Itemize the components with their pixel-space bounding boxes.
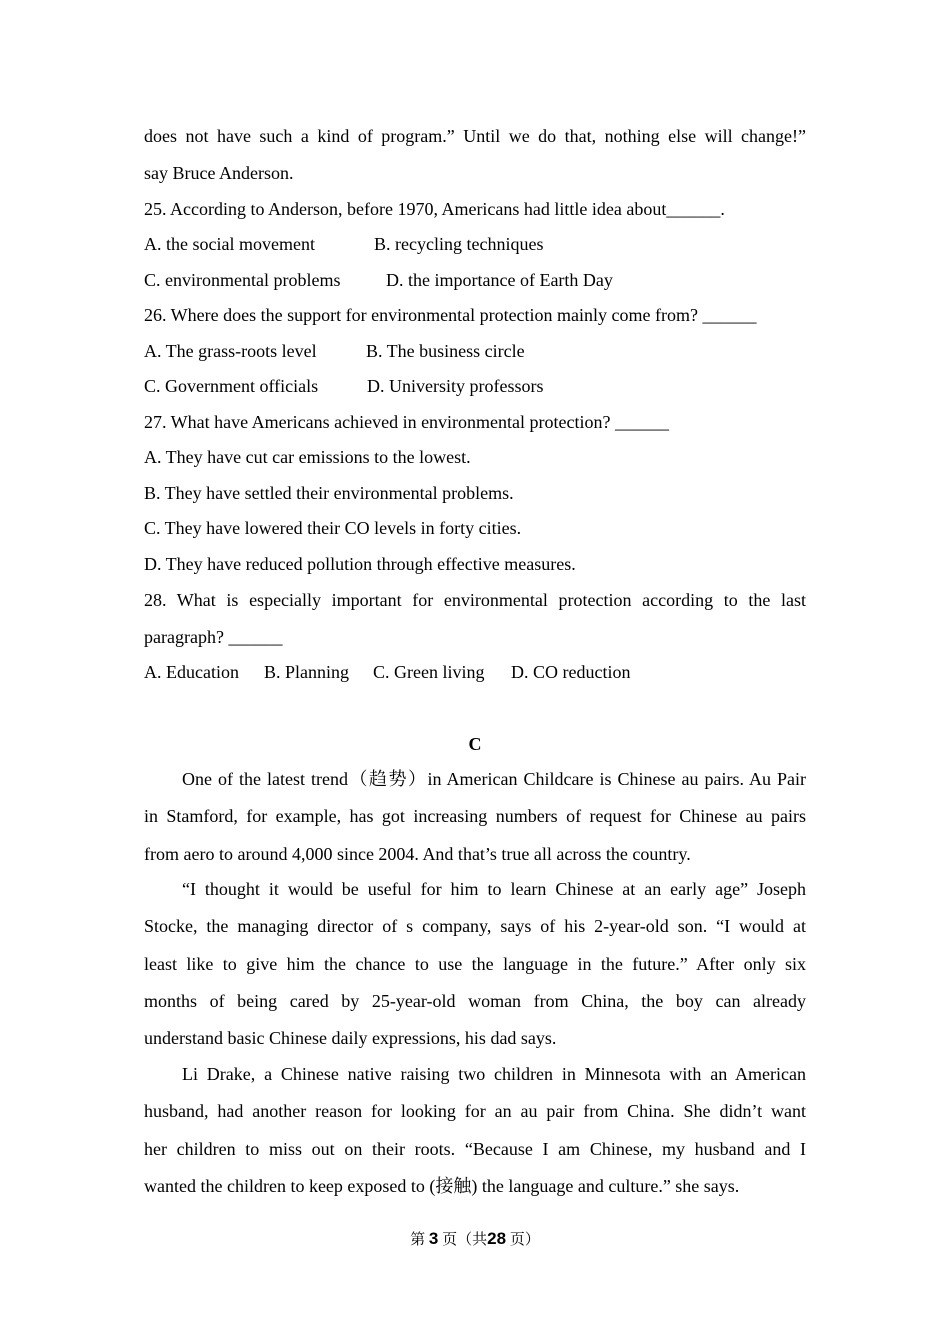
paragraph-2-line-2: Stocke, the managing director of s company, says of his 2-year-old son. “I would at xyxy=(144,916,806,936)
paragraph-2-line-1: “I thought it would be useful for him to learn Chinese at an early age” Joseph xyxy=(182,879,806,899)
option-b: B. Planning xyxy=(264,662,350,682)
option-d: D. CO reduction xyxy=(511,662,631,682)
question-26-options-row-2 xyxy=(144,374,806,398)
carryover-line-2: say Bruce Anderson. xyxy=(144,163,294,183)
question-25-options-row-2 xyxy=(144,268,806,292)
option-d: D. University professors xyxy=(367,376,544,396)
option-a: A. Education xyxy=(144,662,239,682)
paragraph-3-line-2: husband, had another reason for looking for an au pair from China. She didn’t want xyxy=(144,1101,806,1121)
carryover-line-1: does not have such a kind of program.” Until we do that, nothing else will change!” xyxy=(144,126,806,146)
question-28-options-row xyxy=(144,660,806,684)
question-27-stem: 27. What have Americans achieved in environmental protection? ______ xyxy=(144,412,669,432)
question-27-option-c: C. They have lowered their CO levels in forty cities. xyxy=(144,518,522,538)
section-title: C xyxy=(468,734,482,754)
paragraph-3-line-4: wanted the children to keep exposed to (接触) the language and culture.” she says. xyxy=(144,1176,740,1196)
paragraph-1-line-2: in Stamford, for example, has got increasing numbers of request for Chinese au pairs xyxy=(144,806,806,826)
question-26-stem: 26. Where does the support for environmental protection mainly come from? ______ xyxy=(144,305,757,325)
paragraph-1-line-3: from aero to around 4,000 since 2004. And that’s true all across the country. xyxy=(144,844,691,864)
option-d: D. the importance of Earth Day xyxy=(386,270,613,290)
paragraph-3-line-1: Li Drake, a Chinese native raising two children in Minnesota with an American xyxy=(182,1064,806,1084)
question-27-option-a: A. They have cut car emissions to the lowest. xyxy=(144,447,471,467)
paragraph-2-line-3: least like to give him the chance to use the language in the future.” After only six xyxy=(144,954,806,974)
question-25-options-row-1 xyxy=(144,232,806,256)
footer-page-number: 3 xyxy=(428,1229,439,1248)
question-25-stem: 25. According to Anderson, before 1970, Americans had little idea about______. xyxy=(144,199,725,219)
option-b: B. recycling techniques xyxy=(374,234,544,254)
question-26-options-row-1 xyxy=(144,339,806,363)
option-c: C. environmental problems xyxy=(144,270,341,290)
question-28-stem-line-2: paragraph? ______ xyxy=(144,627,283,647)
page-footer xyxy=(0,1228,950,1251)
footer-suffix: 页） xyxy=(509,1232,540,1248)
option-c: C. Government officials xyxy=(144,376,319,396)
footer-prefix: 第 xyxy=(410,1232,426,1248)
paragraph-1-line-1: One of the latest trend（趋势）in American Childcare is Chinese au pairs. Au Pair xyxy=(182,769,806,789)
question-27-option-b: B. They have settled their environmental problems. xyxy=(144,483,514,503)
paragraph-2-line-5: understand basic Chinese daily expressions, his dad says. xyxy=(144,1028,557,1048)
option-a: A. the social movement xyxy=(144,234,315,254)
option-a: A. The grass-roots level xyxy=(144,341,317,361)
paragraph-2-line-4: months of being cared by 25-year-old woman from China, the boy can already xyxy=(144,991,806,1011)
question-28-stem-line-1: 28. What is especially important for environmental protection according to the last xyxy=(144,590,806,610)
question-27-option-d: D. They have reduced pollution through effective measures. xyxy=(144,554,576,574)
option-b: B. The business circle xyxy=(366,341,525,361)
footer-middle: 页（共 xyxy=(442,1232,488,1248)
option-c: C. Green living xyxy=(373,662,485,682)
footer-total-pages: 28 xyxy=(487,1229,507,1248)
paragraph-3-line-3: her children to miss out on their roots. “Because I am Chinese, my husband and I xyxy=(144,1139,806,1159)
